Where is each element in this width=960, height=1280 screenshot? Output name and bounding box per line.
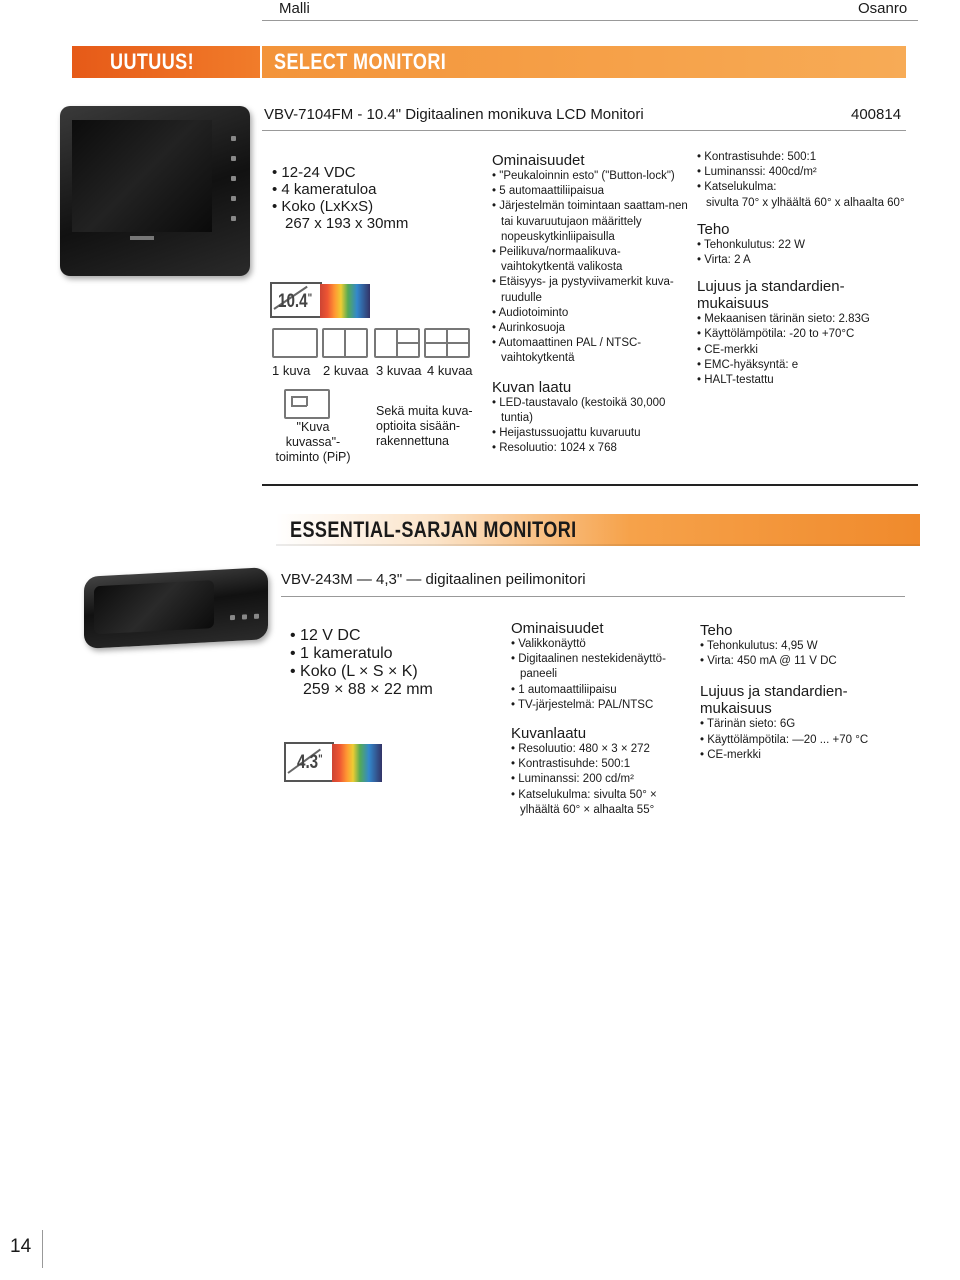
section-title: SELECT MONITORI — [274, 49, 447, 74]
spec-list — [272, 164, 408, 232]
durability-item: • CE-merkki — [700, 748, 915, 763]
spec-dimensions: 259 × 88 × 22 mm — [303, 681, 433, 698]
column-header-model: Malli — [279, 0, 310, 17]
image-quality-item: • Luminanssi: 200 cd/m² — [511, 772, 686, 787]
spec-item: • Katselukulma: — [697, 180, 917, 195]
column-header-part-number: Osanro — [858, 0, 908, 17]
section-title: ESSENTIAL-SARJAN MONITORI — [290, 517, 577, 542]
monitor-button-icon — [231, 196, 236, 201]
image-quality-item: • Resoluutio: 480 × 3 × 272 — [511, 742, 686, 757]
spec-item: • 4 kameratuloa — [272, 181, 408, 198]
view-3-label: 3 kuvaa — [376, 363, 422, 378]
specs-column — [697, 150, 917, 388]
size-unit: " — [318, 752, 323, 766]
page-number: 14 — [10, 1236, 32, 1257]
view-3-icon — [374, 328, 420, 358]
model-divider — [262, 130, 906, 131]
spec-dimensions: 267 x 193 x 30mm — [285, 215, 409, 232]
brand-logo-icon — [130, 236, 154, 240]
monitor-screen — [94, 580, 214, 634]
spec-item: • Koko (L × S × K) — [290, 663, 433, 681]
features-column — [511, 618, 686, 818]
image-quality-item: • Resoluutio: 1024 x 768 — [492, 441, 692, 456]
spec-item: • Kontrastisuhde: 500:1 — [697, 150, 917, 165]
durability-item: • Käyttölämpötila: -20 to +70°C — [697, 327, 917, 342]
features-heading: Ominaisuudet — [492, 152, 585, 169]
durability-item: • EMC-hyäksyntä: e — [697, 358, 917, 373]
view-4-icon — [424, 328, 470, 358]
durability-item: • Mekaanisen tärinän sieto: 2.83G — [697, 312, 917, 327]
view-angle: sivulta 70° x ylhäältä 60° x alhaalta 60° — [706, 196, 905, 209]
image-quality-item: • LED-taustavalo (kestoikä 30,000 tuntia) — [492, 396, 692, 426]
color-gradient-icon — [332, 744, 382, 782]
image-quality-item: • Heijastussuojattu kuvaruutu — [492, 426, 692, 441]
section-title-banner — [262, 46, 906, 78]
view-1-icon — [272, 328, 318, 358]
durability-item: • Käyttölämpötila: —20 ... +70 °C — [700, 733, 915, 748]
product-model: VBV-7104FM - 10.4" Digitaalinen monikuva LCD Monitori — [264, 106, 644, 123]
pip-icon — [284, 389, 330, 419]
image-quality-heading: Kuvan laatu — [492, 378, 572, 396]
mirror-monitor-image — [84, 567, 268, 649]
pip-label: "Kuva kuvassa"- toiminto (PiP) — [275, 420, 351, 464]
spec-list — [290, 627, 433, 699]
monitor-button-icon — [231, 216, 236, 221]
model-divider — [281, 596, 905, 597]
view-1-label: 1 kuva — [272, 363, 311, 378]
product-model: VBV-243M — 4,3" — digitaalinen peilimonitori — [281, 571, 586, 588]
durability-item: • Tärinän sieto: 6G — [700, 717, 915, 732]
screen-size: 10.4 — [278, 291, 308, 312]
monitor-button-icon — [231, 176, 236, 181]
feature-item: • Valikkonäyttö — [511, 637, 686, 652]
monitor-button-icon — [231, 136, 236, 141]
new-badge-banner — [72, 46, 260, 78]
size-unit: " — [307, 291, 313, 305]
other-options-label: Sekä muita kuva- optioita sisään- rakennettuna — [376, 404, 473, 448]
features-heading: Ominaisuudet — [511, 620, 604, 637]
monitor-screen — [72, 120, 212, 232]
feature-item: • "Peukaloinnin esto" ("Button-lock") — [492, 169, 692, 184]
part-number: 400814 — [851, 106, 902, 123]
durability-heading: Lujuus ja standardien- mukaisuus — [697, 278, 845, 313]
spec-item: • 12-24 VDC — [272, 164, 408, 181]
power-heading: Teho — [697, 220, 730, 238]
feature-item: • Audiotoiminto — [492, 306, 692, 321]
feature-item: • Digitaalinen nestekidenäyttö-paneeli — [511, 652, 686, 682]
color-gradient-icon — [320, 284, 370, 318]
power-item: • Virta: 450 mA @ 11 V DC — [700, 654, 915, 669]
specs-column — [700, 620, 915, 763]
spec-item: • 12 V DC — [290, 627, 433, 645]
feature-item: • Automaattinen PAL / NTSC-vaihtokytkentä — [492, 336, 692, 366]
spec-item: • Koko (LxKxS) — [272, 198, 408, 215]
power-item: • Virta: 2 A — [697, 253, 917, 268]
monitor-button-icon — [254, 614, 259, 619]
section-divider — [262, 484, 918, 486]
screen-size-badge — [284, 742, 384, 782]
header-divider — [262, 20, 918, 21]
monitor-button-icon — [242, 614, 247, 619]
new-badge-text: UUTUUS! — [110, 49, 195, 74]
feature-item: • 5 automaattiliipaisua — [492, 184, 692, 199]
page-number-divider — [42, 1230, 43, 1268]
view-4-label: 4 kuvaa — [427, 363, 473, 378]
feature-item: • Järjestelmän toimintaan saattam-nen tai kuvaruutujaon määrittely nopeuskytkinliipaisulla — [492, 199, 692, 245]
monitor-button-icon — [231, 156, 236, 161]
feature-item: • Aurinkosuoja — [492, 321, 692, 336]
durability-item: • CE-merkki — [697, 343, 917, 358]
features-column — [492, 150, 692, 456]
feature-item: • Peilikuva/normaalikuva-vaihtokytkentä valikosta — [492, 245, 692, 275]
feature-item: • 1 automaattiliipaisu — [511, 683, 686, 698]
section-title-banner — [276, 514, 920, 546]
feature-item: • TV-järjestelmä: PAL/NTSC — [511, 698, 686, 713]
spec-item: • 1 kameratulo — [290, 645, 433, 663]
image-quality-item: • Katselukulma: sivulta 50° × ylhäältä 60° × alhaalta 55° — [511, 788, 686, 818]
spec-item: • Luminanssi: 400cd/m² — [697, 165, 917, 180]
power-item: • Tehonkulutus: 22 W — [697, 238, 917, 253]
screen-size-badge — [270, 282, 372, 318]
image-quality-item: • Kontrastisuhde: 500:1 — [511, 757, 686, 772]
view-2-icon — [322, 328, 368, 358]
feature-item: • Etäisyys- ja pystyviivamerkit kuva-ruudulle — [492, 275, 692, 305]
power-heading: Teho — [700, 622, 733, 639]
monitor-image — [60, 106, 250, 276]
image-quality-heading: Kuvanlaatu — [511, 725, 587, 743]
power-item: • Tehonkulutus: 4,95 W — [700, 639, 915, 654]
screen-size: 4.3 — [297, 752, 319, 773]
monitor-button-icon — [230, 615, 235, 620]
durability-heading: Lujuus ja standardien- mukaisuus — [700, 683, 848, 718]
view-2-label: 2 kuvaa — [323, 363, 369, 378]
durability-item: • HALT-testattu — [697, 373, 917, 388]
